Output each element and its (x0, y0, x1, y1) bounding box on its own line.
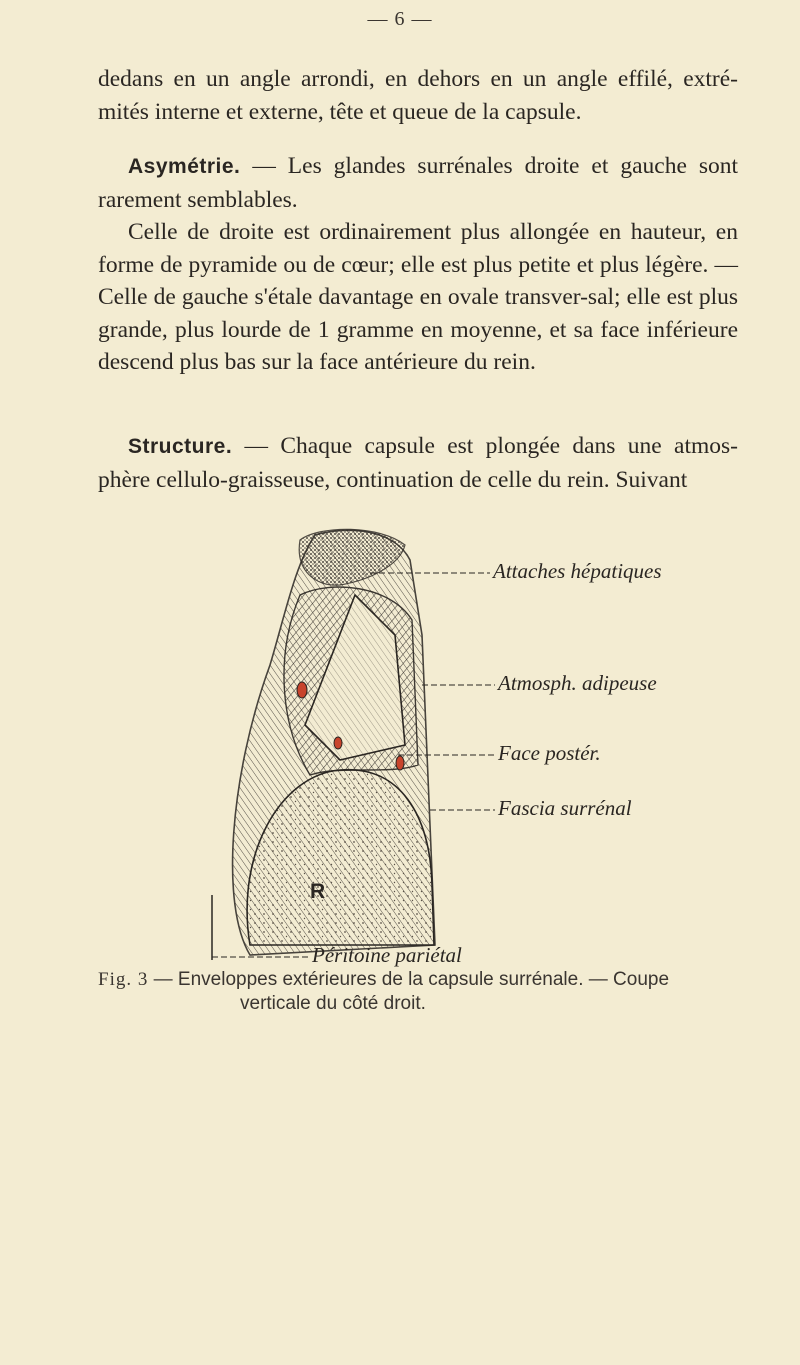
caption-line-1: — Enveloppes extérieures de la capsule surrénale. — Coupe (148, 969, 670, 990)
figure-caption (98, 968, 778, 1016)
label-fascia-surrenal: Fascia surrénal (498, 796, 632, 820)
paragraph-structure (98, 430, 738, 496)
label-peritoine-parietal: Péritoine pariétal (312, 943, 462, 967)
page-number: — 6 — (367, 8, 433, 30)
label-face-posterieure: Face postér. (498, 741, 601, 765)
asymetrie-paragraph (98, 150, 738, 216)
figure-number: Fig. 3 (98, 969, 149, 990)
paragraph-text: — Les glandes surrénales droite et gauche sont rarement semblables. (98, 153, 738, 213)
paragraph-intro (98, 63, 738, 128)
paragraph-asymetrie (98, 150, 738, 379)
figure-illustration (190, 525, 750, 965)
caption-line-2: verticale du côté droit. (240, 993, 426, 1014)
paragraph-text: dedans en un angle arrondi, en dehors en un angle effilé, extré-mités interne et externe, tête et queue de la capsule. (98, 66, 738, 125)
paragraph-text-detail: Celle de droite est ordinairement plus allongée en hauteur, en forme de pyramide ou de cœur; elle est plus petite et plus légère. — Celle de gauche s'étale davantage en ovale transver-sal; elle est plus grande, plus lourde de 1 gramme en moyenne, et sa face inférieure descend plus bas sur la face antérieure du rein. (98, 219, 738, 375)
section-heading-structure: Structure. (128, 435, 233, 458)
anatomical-figure (190, 525, 750, 965)
label-attaches-hepatiques: Attaches hépatiques (493, 559, 662, 583)
paragraph-text: — Chaque capsule est plongée dans une atmos-phère cellulo-graisseuse, continuation de celle du rein. Suivant (98, 433, 738, 493)
label-atmosphere-adipeuse: Atmosph. adipeuse (498, 671, 657, 695)
structure-paragraph (98, 430, 738, 496)
section-heading-asymetrie: Asymétrie. (128, 155, 241, 178)
label-rein: R (310, 880, 326, 903)
